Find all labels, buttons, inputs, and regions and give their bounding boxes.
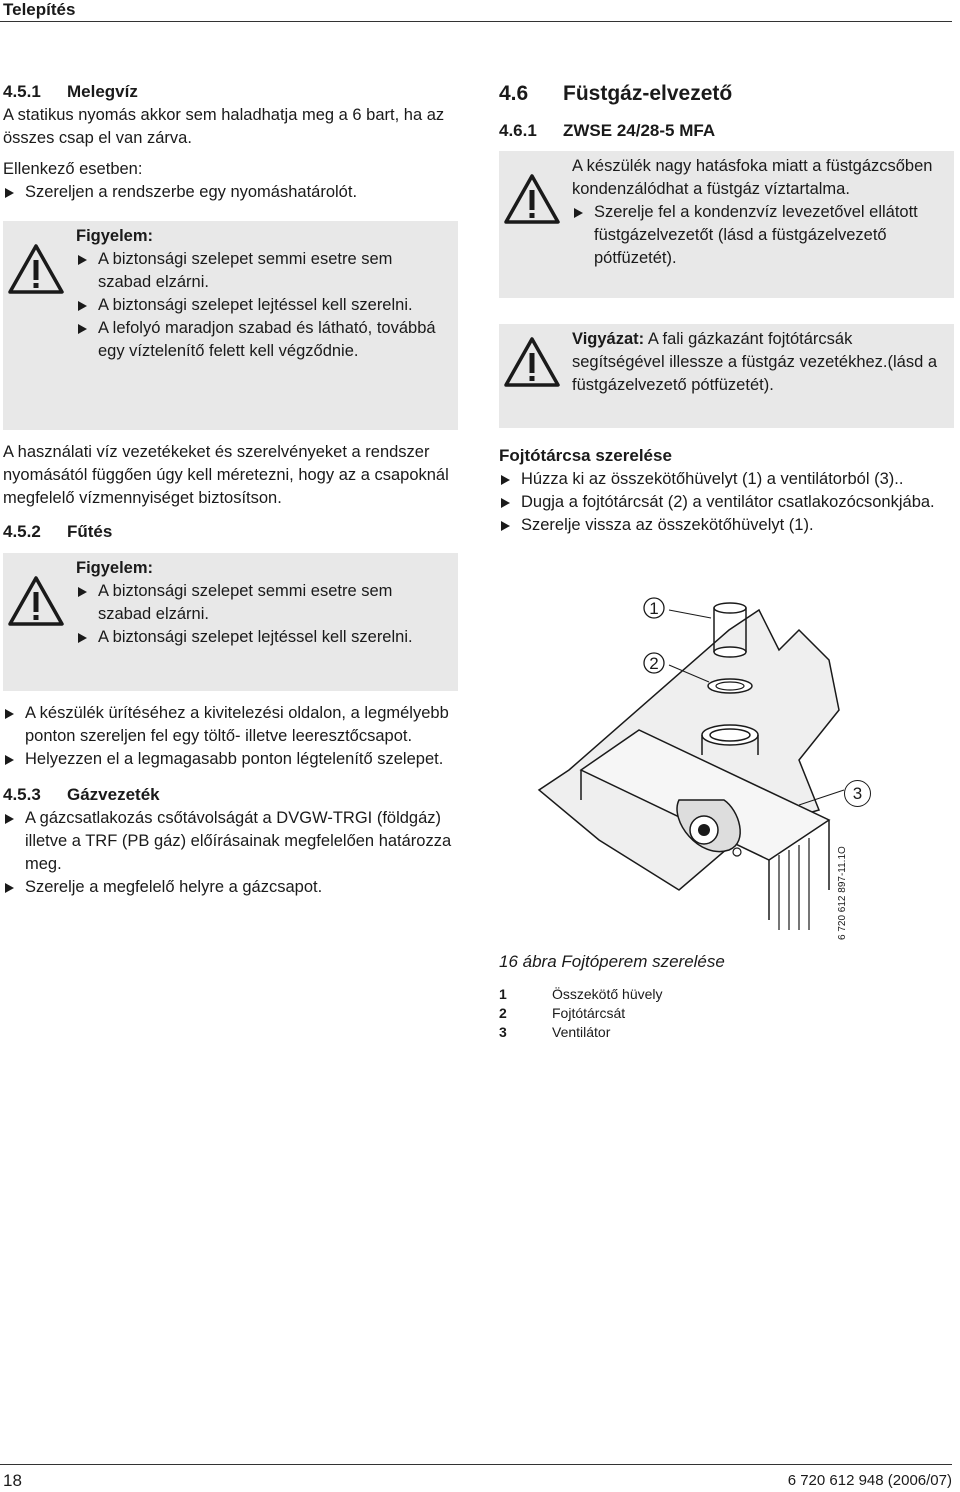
list-item: Helyezzen el a legmagasabb ponton légtelenítő szelepet. [3,748,458,771]
list-item: A biztonsági szelepet semmi esetre sem szabad elzárni. [76,580,448,626]
subsection-heading: Fojtótárcsa szerelése [499,446,672,465]
notice-box-futes [3,553,458,691]
notice-text: A készülék nagy hatásfoka miatt a füstgázcsőben kondenzálódhat a füstgáz víztartalma. [572,157,933,198]
section-title: Füstgáz-elvezető [563,82,733,105]
notice-label: Figyelem: [76,227,154,245]
legend-key: 3 [499,1024,507,1040]
list-item: A biztonsági szelepet semmi esetre sem szabad elzárni. [76,248,448,294]
notice-list [572,201,944,270]
section-4-5-1-heading [3,80,458,104]
list-item: Szerelje fel a kondenzvíz levezetővel ellátott füstgázelvezetőt (lásd a füstgázelvezető pótfüzetét). [572,201,944,270]
header-rule [0,21,952,22]
notice-label: Figyelem: [76,559,154,577]
section-4-5-2-heading [3,520,458,544]
list-item: Dugja a fojtótárcsát (2) a ventilátor csatlakozócsonkjába. [499,491,954,514]
document-number: 6 720 612 948 (2006/07) [787,1472,952,1489]
legend-row [499,1004,663,1023]
section-4-6-heading [499,80,954,108]
section-title: Melegvíz [67,82,138,101]
legend-key: 1 [499,986,507,1002]
section-title: Fűtés [67,522,113,541]
notice-box-condensate [499,151,954,298]
warning-icon [7,243,65,295]
figure-code: 6 720 612 897-11.1O [837,846,848,940]
list-item: Szerelje vissza az összekötőhüvelyt (1). [499,514,954,537]
footer-rule [0,1464,952,1465]
notice-list [76,580,448,649]
fojtotarcsa-steps [499,468,954,537]
legend-key: 2 [499,1005,507,1021]
legend-row [499,985,663,1004]
notice-body: A fali gázkazánt fojtótárcsák segítségével illessze a füstgáz vezetékhez.(lásd a füstgázelvezető pótfüzetét). [572,330,938,394]
otherwise-label: Ellenkező esetben: [3,160,143,178]
page-number: 18 [3,1471,22,1490]
section-number: 4.6 [499,82,529,105]
callout-3: 3 [844,780,871,807]
section-title: Gázvezeték [67,785,160,804]
section-title: ZWSE 24/28-5 MFA [563,121,716,140]
list-item: A gázcsatlakozás csőtávolságát a DVGW-TRGI (földgáz) illetve a TRF (PB gáz) előírásainak megfelelően határozza meg. [3,807,458,876]
section-number: 4.5.2 [3,522,41,541]
notice-box-melegviz [3,221,458,430]
section-number: 4.6.1 [499,121,537,140]
notice-text [572,328,944,397]
list-item: A biztonsági szelepet lejtéssel kell szerelni. [76,294,448,317]
right-column [499,80,954,537]
gazvezetek-steps [3,807,458,899]
list-item: Szereljen a rendszerbe egy nyomáshatárolót. [3,181,458,204]
list-item: Húzza ki az összekötőhüvelyt (1) a ventilátorból (3).. [499,468,954,491]
futes-steps [3,702,458,771]
list-item: A biztonsági szelepet lejtéssel kell szerelni. [76,626,448,649]
callout-1: 1 [649,599,659,618]
section-number: 4.5.3 [3,785,41,804]
notice-box-caution [499,324,954,428]
section-4-6-1-heading [499,119,954,143]
notice-list [76,248,448,363]
figure-fan-assembly [499,590,863,942]
melegviz-after: A használati víz vezetékeket és szerelvényeket a rendszer nyomásától függően úgy kell méretezni, hogy az a csapoknál megfelelő vízmennyiséget biztosítson. [3,443,449,507]
callout-2: 2 [649,654,659,673]
warning-icon [503,336,561,388]
list-item: A készülék ürítéséhez a kivitelezési oldalon, a legmélyebb ponton szereljen fel egy töltő- illetve leeresztőcsapot. [3,702,458,748]
figure-legend [499,985,663,1042]
melegviz-steps [3,181,458,204]
legend-text: Fojtótárcsát [552,1005,626,1021]
notice-label: Vigyázat: [572,330,645,348]
assembly-drawing [499,590,852,942]
section-number: 4.5.1 [3,82,41,101]
warning-icon [503,173,561,225]
header-title: Telepítés [3,0,76,19]
section-4-5-3-heading [3,783,458,807]
list-item: A lefolyó maradjon szabad és látható, továbbá egy víztelenítő felett kell végződnie. [76,317,448,363]
warning-icon [7,575,65,627]
legend-row [499,1023,663,1042]
legend-text: Összekötő hüvely [552,986,663,1002]
legend-text: Ventilátor [552,1024,611,1040]
page-header [0,0,960,26]
figure-caption: 16 ábra Fojtóperem szerelése [499,952,725,971]
list-item: Szerelje a megfelelő helyre a gázcsapot. [3,876,458,899]
melegviz-intro: A statikus nyomás akkor sem haladhatja meg a 6 bart, ha az összes csap el van zárva. [3,106,445,147]
left-column [3,80,458,899]
